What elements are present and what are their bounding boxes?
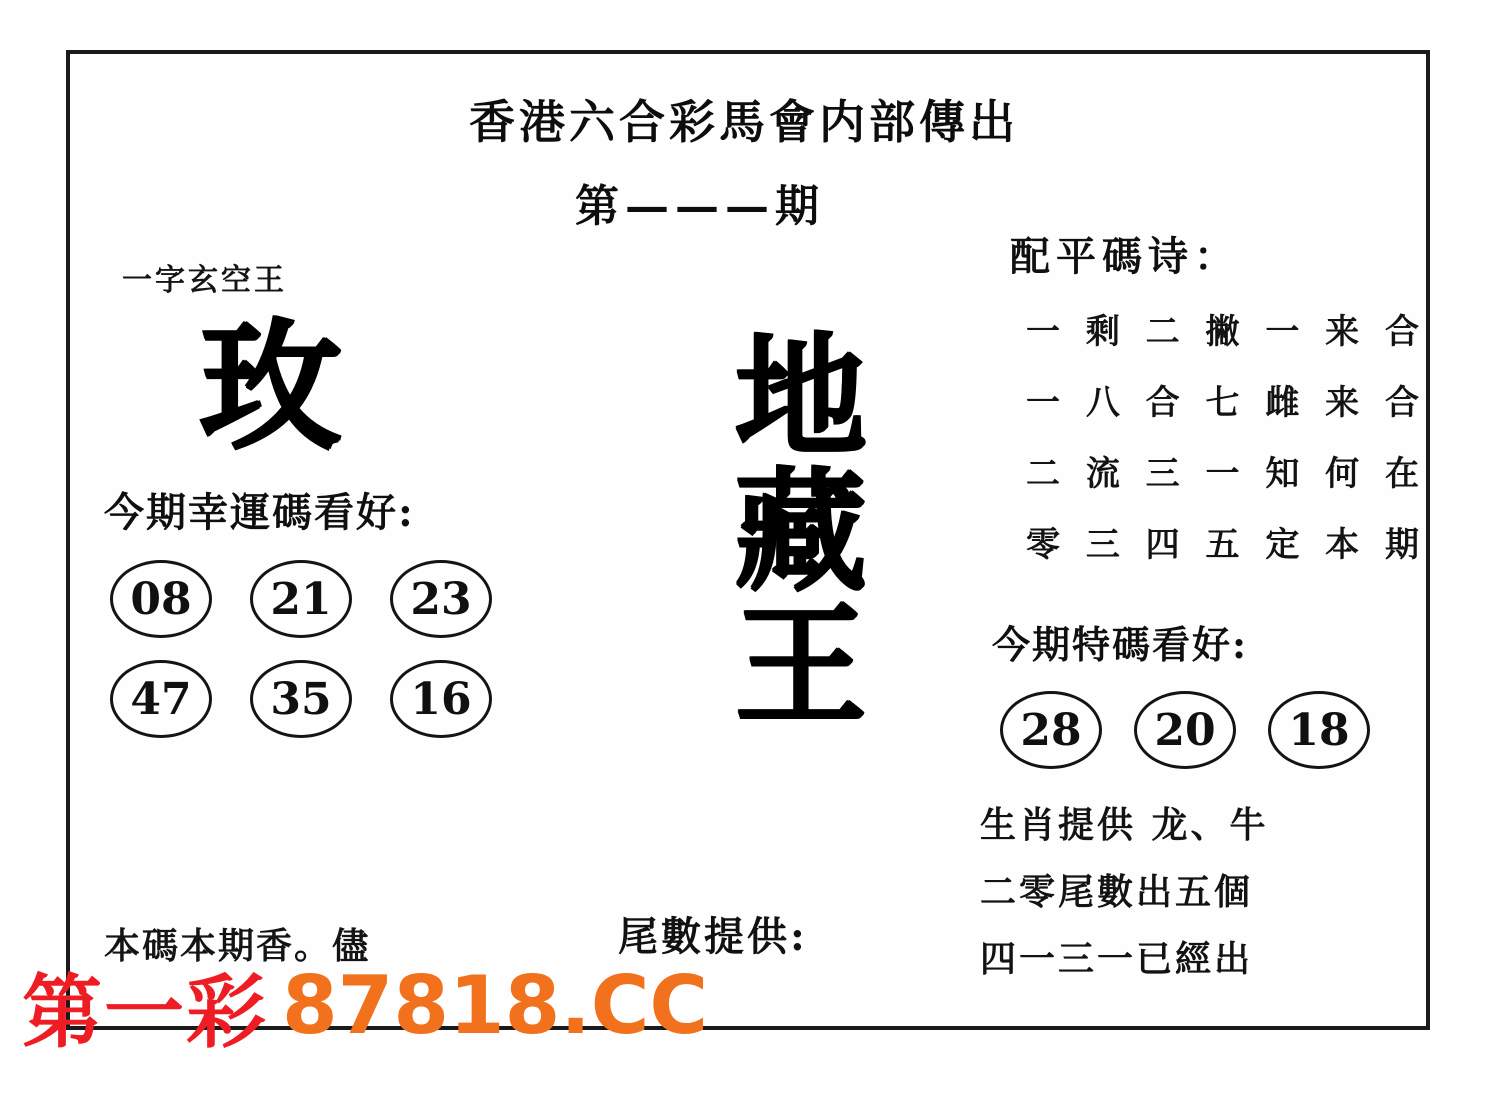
poem-line: 一 八 合 七 雌 来 合 — [1026, 383, 1427, 423]
watermark-domain-text: 87818.CC — [282, 958, 709, 1052]
watermark-brand-text: 第一彩 — [22, 965, 268, 1059]
tail-number-label: 尾數提供: — [618, 913, 808, 960]
number-ball: 35 — [250, 660, 352, 738]
center-character-1: 地 — [734, 319, 866, 474]
lucky-numbers-label: 今期幸運碼看好: — [104, 489, 415, 536]
note-line: 四一三一已經出 — [980, 938, 1254, 980]
left-column — [100, 255, 600, 738]
issue-number-line: 第———期 — [575, 181, 825, 232]
special-numbers-label: 今期特碼看好: — [992, 622, 1249, 667]
left-big-character: 玫 — [200, 305, 341, 469]
poem-title: 配平碼诗： — [1010, 233, 1240, 280]
number-ball: 20 — [1134, 691, 1236, 769]
zodiac-line: 生肖提供 龙、牛 — [980, 804, 1269, 846]
number-ball: 08 — [110, 560, 212, 638]
number-ball: 16 — [390, 660, 492, 738]
number-ball: 23 — [390, 560, 492, 638]
lucky-numbers-row-1 — [110, 560, 600, 638]
poem-line: 零 三 四 五 定 本 期 — [1026, 525, 1427, 565]
center-character-2: 藏 — [734, 453, 866, 609]
poem-line: 二 流 三 一 知 何 在 — [1026, 454, 1427, 494]
lucky-numbers-row-2 — [110, 660, 600, 738]
center-column — [660, 319, 940, 744]
number-ball: 21 — [250, 560, 352, 638]
number-ball: 47 — [110, 660, 212, 738]
number-ball: 18 — [1268, 691, 1370, 769]
poster-headline: 香港六合彩馬會内部傳出 — [469, 95, 1019, 149]
right-column — [980, 225, 1427, 982]
note-line: 二零尾數出五個 — [980, 871, 1254, 913]
site-watermark — [22, 958, 1022, 1059]
left-subtitle: 一字玄空王 — [122, 263, 287, 298]
center-character-3: 王 — [734, 588, 866, 744]
special-numbers-row — [1000, 691, 1410, 769]
poem-line: 一 剩 二 撇 一 来 合 — [1026, 312, 1427, 352]
left-footer-note: 本碼本期香。儘 — [104, 925, 371, 967]
number-ball: 28 — [1000, 691, 1102, 769]
